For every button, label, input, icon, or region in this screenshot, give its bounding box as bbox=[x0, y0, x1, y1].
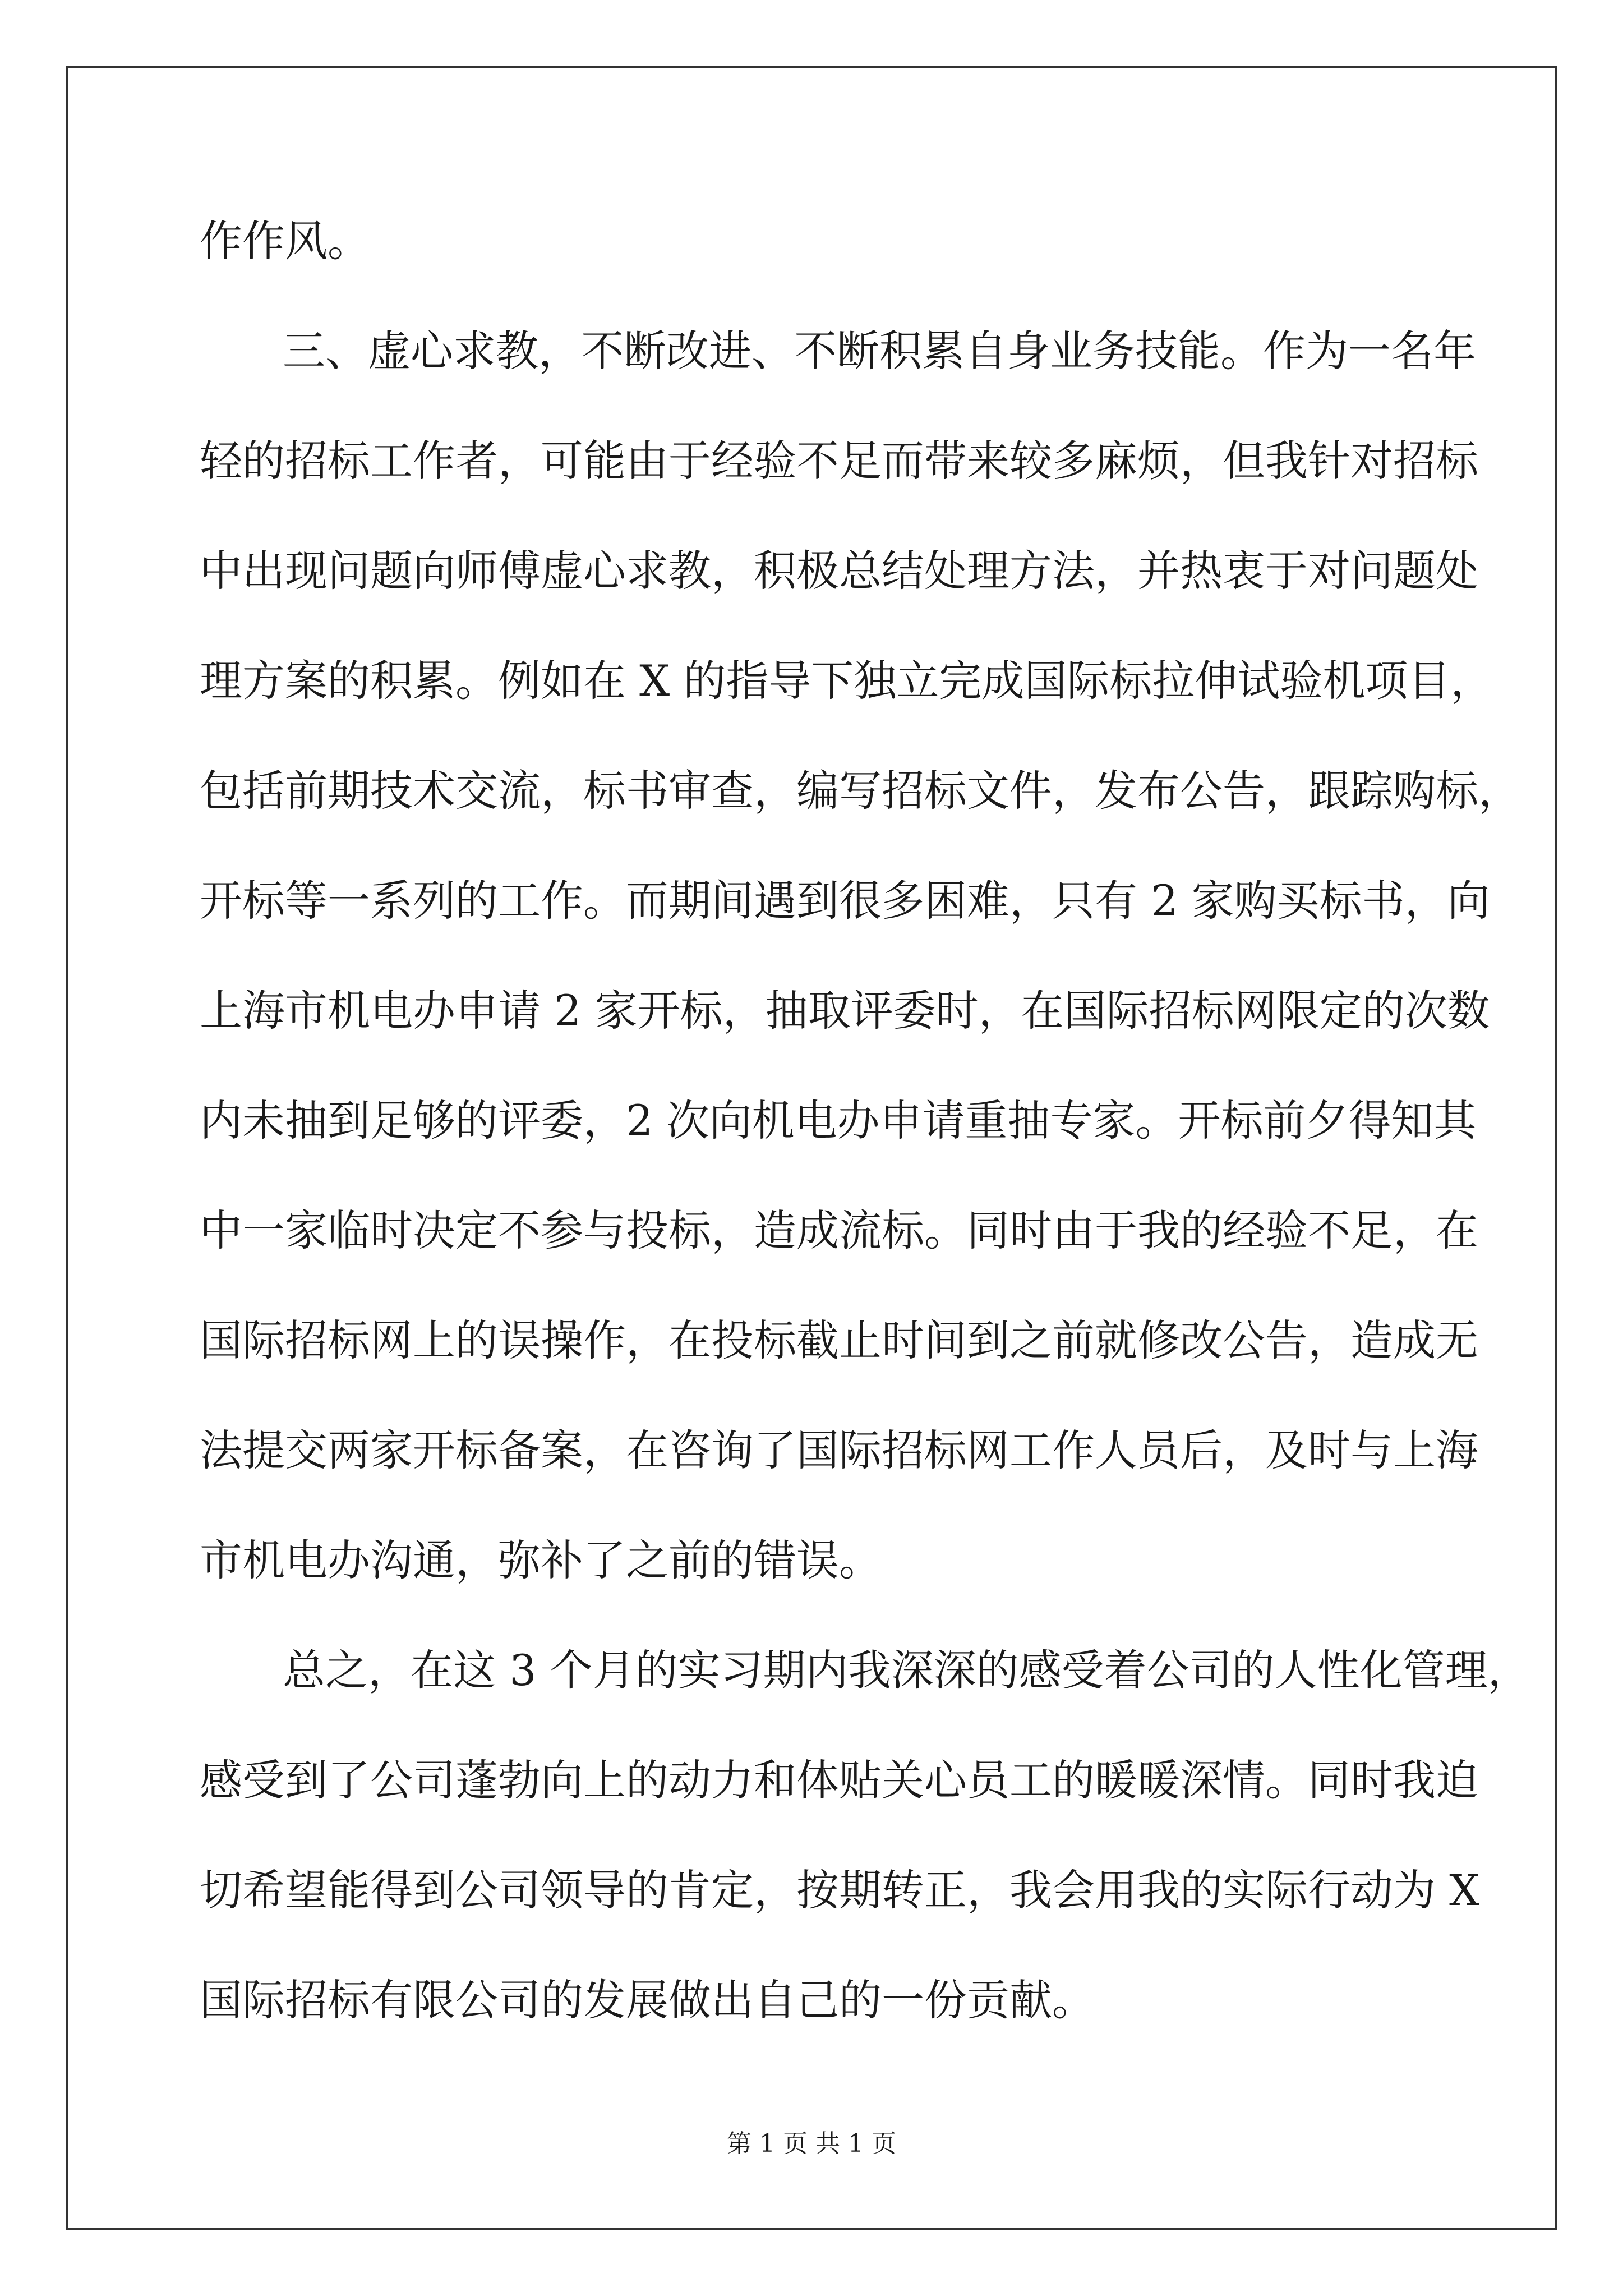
text-line: 感受到了公司蓬勃向上的动力和体贴关心员工的暖暖深情。同时我迫 bbox=[200, 1755, 1478, 1805]
text-line: 轻的招标工作者，可能由于经验不足而带来较多麻烦，但我针对招标 bbox=[200, 436, 1478, 486]
paragraph-first-line: 总之，在这 3 个月的实习期内我深深的感受着公司的人性化管理， bbox=[283, 1645, 1530, 1695]
text-line: 中一家临时决定不参与投标，造成流标。同时由于我的经验不足，在 bbox=[200, 1205, 1478, 1255]
text-line: 切希望能得到公司领导的肯定，按期转正，我会用我的实际行动为 X bbox=[200, 1865, 1480, 1915]
paragraph-first-line: 三、虚心求教，不断改进、不断积累自身业务技能。作为一名年 bbox=[283, 326, 1476, 376]
page-number-footer: 第 1 页 共 1 页 bbox=[727, 2129, 896, 2158]
text-line: 作作风。 bbox=[200, 216, 370, 266]
text-line: 上海市机电办申请 2 家开标，抽取评委时，在国际招标网限定的次数 bbox=[200, 986, 1490, 1036]
text-line: 国际招标有限公司的发展做出自己的一份贡献。 bbox=[200, 1975, 1095, 2025]
text-line: 法提交两家开标备案，在咨询了国际招标网工作人员后，及时与上海 bbox=[200, 1425, 1478, 1475]
text-line: 国际招标网上的误操作，在投标截止时间到之前就修改公告，造成无 bbox=[200, 1315, 1478, 1365]
text-line: 内未抽到足够的评委，2 次向机电办申请重抽专家。开标前夕得知其 bbox=[200, 1096, 1477, 1145]
text-line: 理方案的积累。例如在 X 的指导下独立完成国际标拉伸试验机项目， bbox=[200, 656, 1493, 706]
text-line: 中出现问题向师傅虚心求教，积极总结处理方法，并热衷于对问题处 bbox=[200, 546, 1478, 596]
text-line: 市机电办沟通，弥补了之前的错误。 bbox=[200, 1535, 882, 1585]
text-line: 包括前期技术交流，标书审查，编写招标文件，发布公告，跟踪购标， bbox=[200, 766, 1521, 816]
text-line: 开标等一系列的工作。而期间遇到很多困难，只有 2 家购买标书，向 bbox=[200, 876, 1490, 926]
